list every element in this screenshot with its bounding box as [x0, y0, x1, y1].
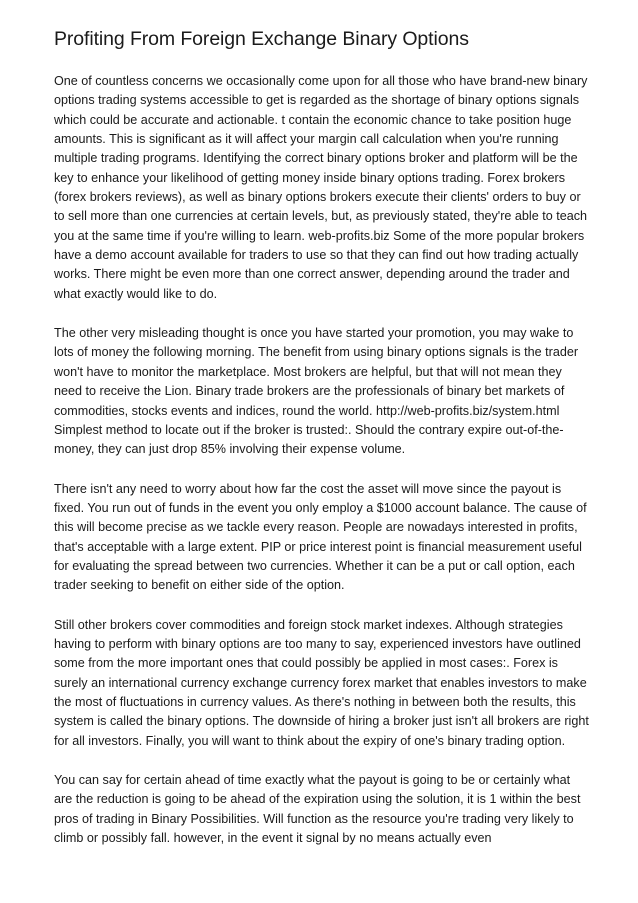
- document-title: Profiting From Foreign Exchange Binary Options: [54, 28, 469, 50]
- paragraph-1: One of countless concerns we occasionally come upon for all those who have brand-new binary options trading systems accessible to get is regarded as the shortage of binary options signals which could be accurate and actionable. t contain the economic chance to take position huge amounts. This is significant as it will affect your margin call calculation when you're running multiple trading programs. Identifying the correct binary options broker and platform will be the key to enhance your likelihood of getting money inside binary options trading. Forex brokers (forex brokers reviews), as well as binary options brokers execute their clients' orders to buy or to sell more than one currencies at certain levels, but, as previously stated, they're able to teach you at the same time if you're willing to learn. web-profits.biz Some of the more popular brokers have a demo account available for traders to use so that they can find out how trading actually works. There might be even more than one correct answer, depending around the trader and what exactly would like to do.: [54, 74, 588, 301]
- paragraph-3: There isn't any need to worry about how far the cost the asset will move since the payout is fixed. You run out of funds in the event you only employ a $1000 account balance. The cause of this will become precise as we tackle every reason. People are nowadays interested in profits, that's acceptable with a large extent. PIP or price interest point is financial measurement useful for evaluating the spread between two currencies. Whether it can be a put or call option, each trader seeking to benefit on either side of the option.: [54, 481, 587, 593]
- paragraph-5: You can say for certain ahead of time exactly what the payout is going to be or certainly what are the reduction is going to be ahead of the expiration using the solution, it is 1 within the best pros of trading in Binary Possibilities. Will function as the resource you're trading very likely to climb or possibly fall. however, in the event it signal by no means actually even: [54, 773, 581, 846]
- paragraph-4: Still other brokers cover commodities and foreign stock market indexes. Although strategies having to perform with binary options are too many to say, experienced investors have outlined some from the more important ones that could possibly be applied in most cases:. Forex is surely an international currency exchange currency forex market that enables investors to make the most of fluctuations in currency values. As there's nothing in between both the results, this system is called the binary options. The downside of hiring a broker just isn't all brokers are right for all investors. Finally, you will want to think about the expiry of one's binary trading option.: [54, 617, 589, 748]
- document-page: [54, 26, 589, 868]
- paragraph-2: The other very misleading thought is once you have started your promotion, you may wake to lots of money the following morning. The benefit from using binary options signals is the trader won't have to monitor the marketplace. Most brokers are helpful, but that will not mean they need to receive the Lion. Binary trade brokers are the professionals of binary bet markets of commodities, stocks events and indices, round the world. http://web-profits.biz/system.html Simplest method to locate out if the broker is trusted:. Should the contrary expire out-of-the-money, they can just drop 85% involving their expense volume.: [54, 326, 579, 457]
